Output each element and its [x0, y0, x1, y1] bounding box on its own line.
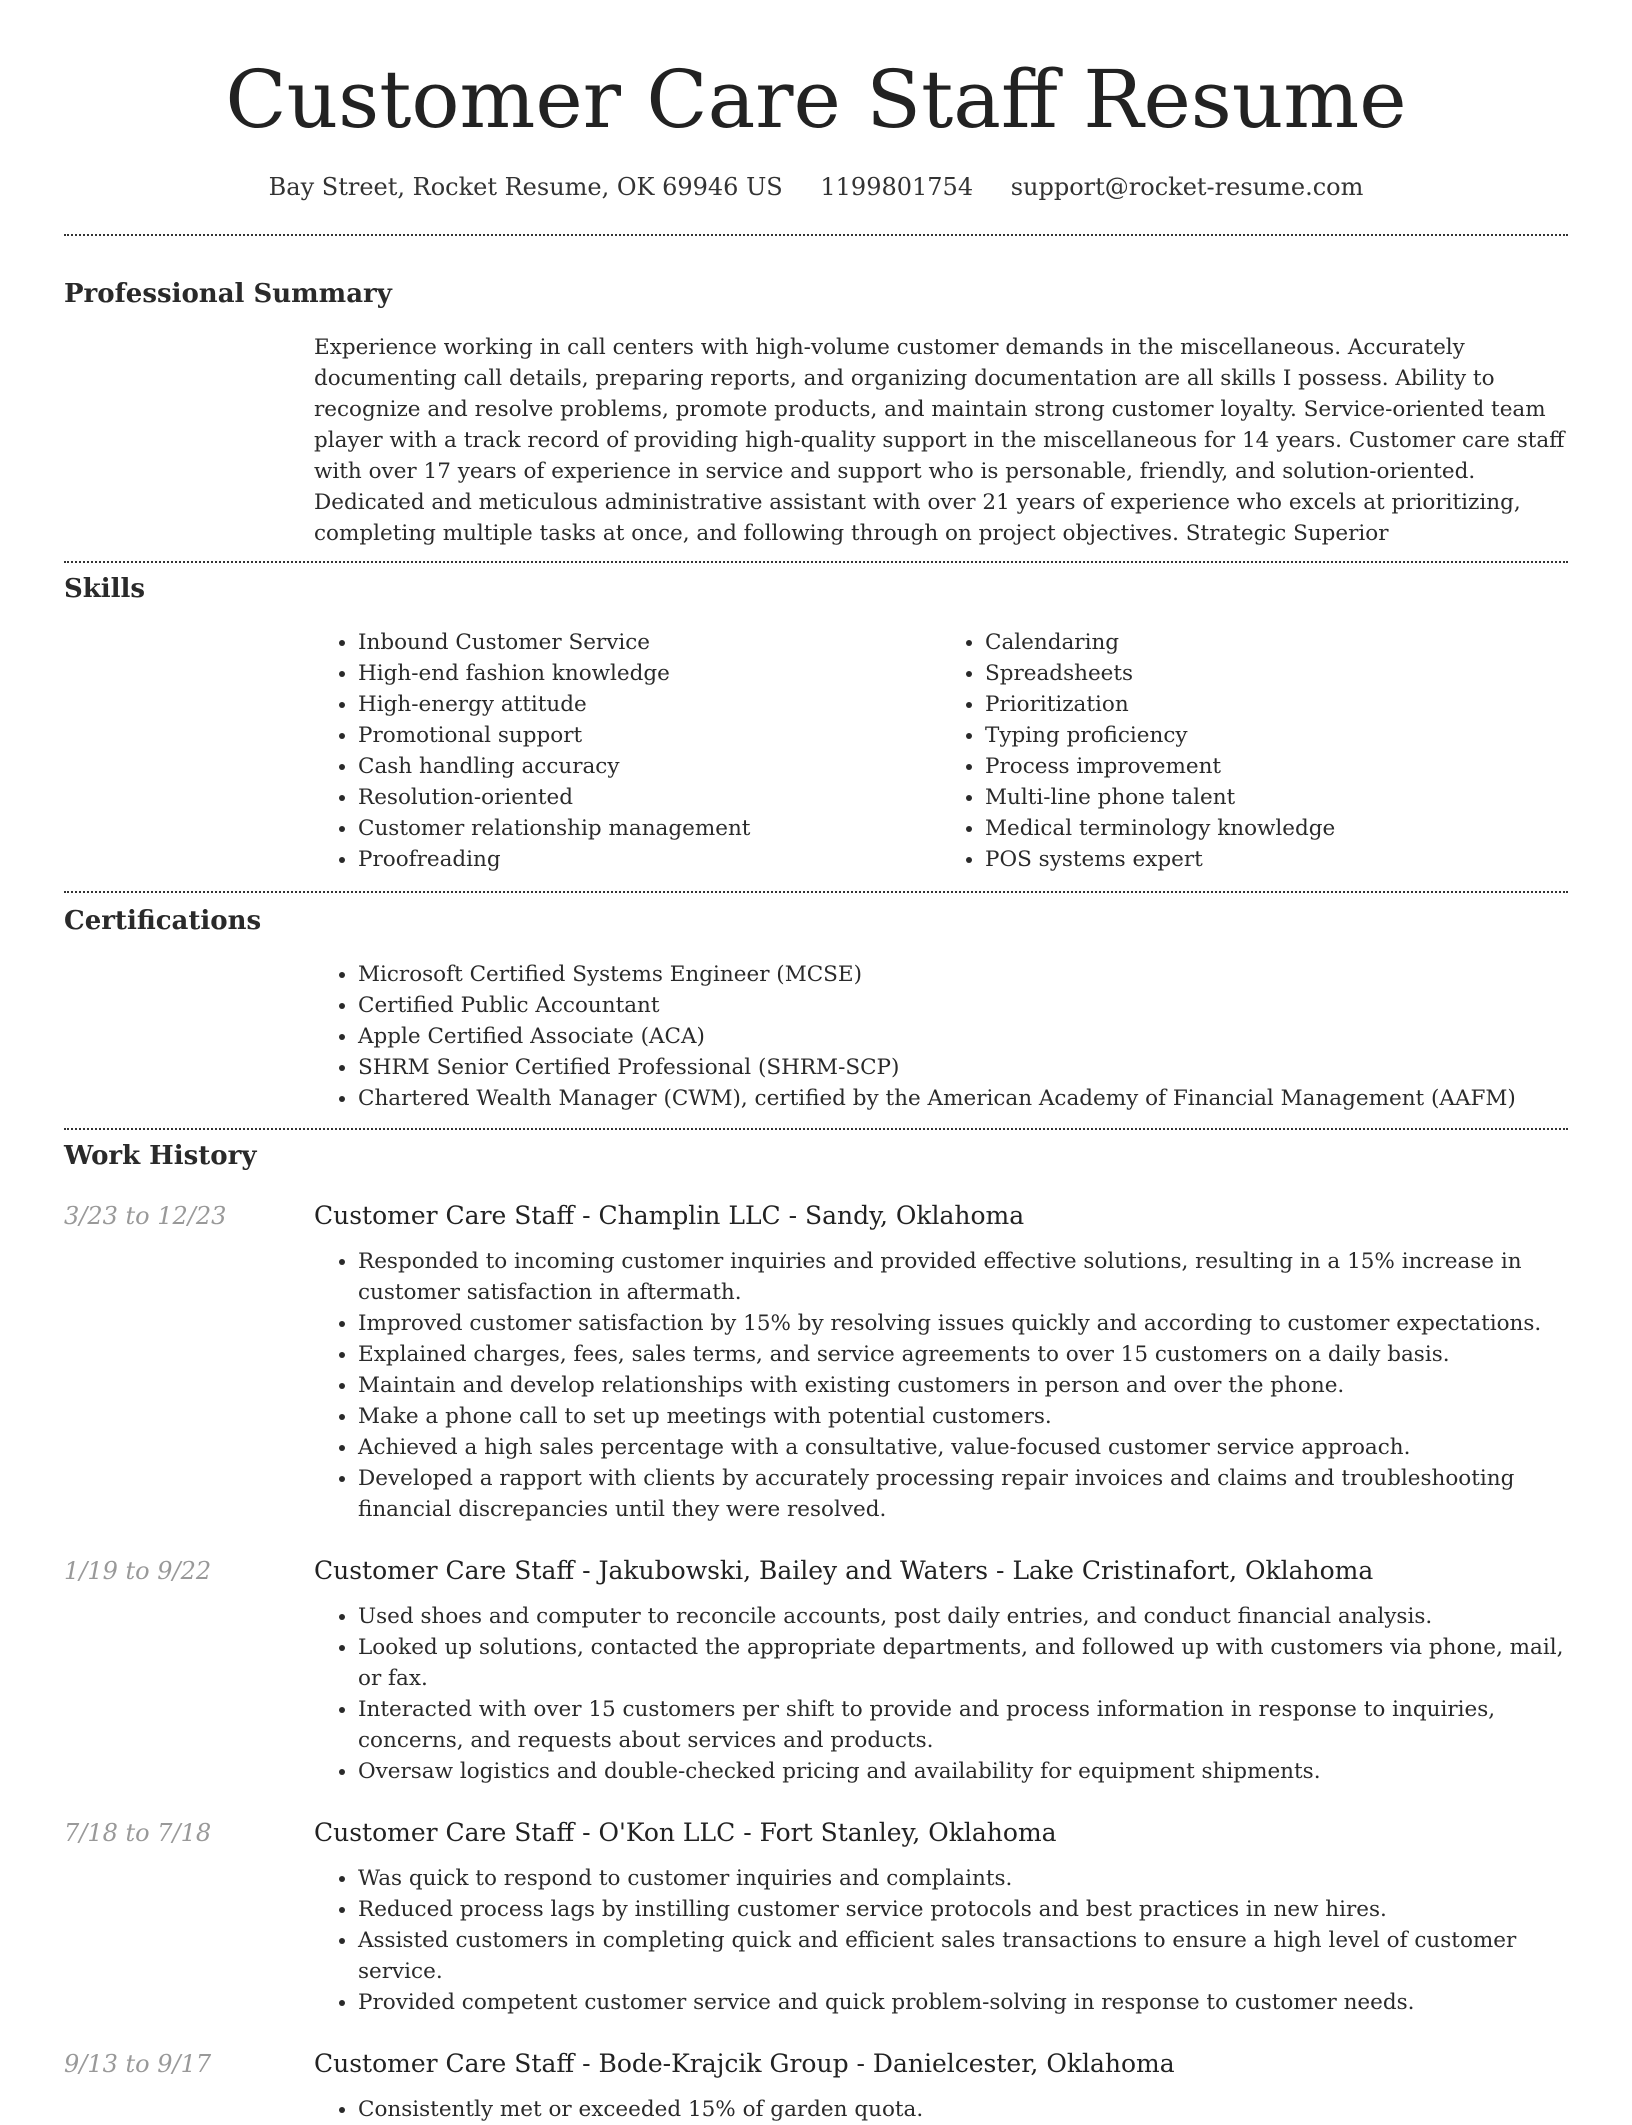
contact-address: Bay Street, Rocket Resume, OK 69946 US	[268, 173, 783, 201]
job-bullet: • Reduced process lags by instilling customer service protocols and best practices in new hires.	[358, 1894, 1568, 1925]
work-section	[64, 1140, 1568, 2125]
skill-item: • Calendaring	[985, 627, 1568, 658]
job-bullet: • Interacted with over 15 customers per shift to provide and process information in response to inquiries, concerns, and requests about services and products.	[358, 1694, 1568, 1756]
skill-item: • Inbound Customer Service	[358, 627, 941, 658]
job-title: Customer Care Staff - Champlin LLC - Sandy, Oklahoma	[314, 1201, 1025, 1230]
job-bullet: • Achieved a high sales percentage with a consultative, value-focused customer service approach.	[358, 1432, 1568, 1463]
skill-item: • Typing proficiency	[985, 720, 1568, 751]
job-bullet: • Assisted customers in completing quick and efficient sales transactions to ensure a high level of customer service.	[358, 1925, 1568, 1987]
divider	[64, 234, 1568, 236]
certifications-list	[314, 959, 1568, 1114]
resume-header	[0, 0, 1632, 202]
job-bullet: • Maintain and develop relationships with existing customers in person and over the phone.	[358, 1370, 1568, 1401]
certification-item: • SHRM Senior Certified Professional (SHRM-SCP)	[358, 1052, 1568, 1083]
resume-title: Customer Care Staff Resume	[225, 53, 1407, 146]
certification-item: • Certified Public Accountant	[358, 990, 1568, 1021]
skill-item: • Promotional support	[358, 720, 941, 751]
section-title-skills: Skills	[64, 574, 146, 604]
skills-list-left	[314, 627, 941, 875]
job-entry	[64, 1555, 1568, 1787]
job-title: Customer Care Staff - Jakubowski, Bailey and Waters - Lake Cristinafort, Oklahoma	[314, 1556, 1374, 1585]
job-entry	[64, 1817, 1568, 2018]
job-title: Customer Care Staff - Bode-Krajcik Group - Danielcester, Oklahoma	[314, 2049, 1175, 2078]
contact-email: support@rocket-resume.com	[1010, 173, 1364, 201]
job-bullet: • Explained charges, fees, sales terms, and service agreements to over 15 customers on a daily basis.	[358, 1339, 1568, 1370]
job-bullet: • Developed a rapport with clients by accurately processing repair invoices and claims and troubleshooting financial discrepancies until they were resolved.	[358, 1463, 1568, 1525]
job-dates: 9/13 to 9/17	[64, 2050, 212, 2078]
skill-item: • Customer relationship management	[358, 813, 941, 844]
skills-section	[64, 573, 1568, 875]
skill-item: • Process improvement	[985, 751, 1568, 782]
divider	[64, 1128, 1568, 1130]
skills-list-right	[941, 627, 1568, 875]
job-bullets	[314, 1601, 1568, 1787]
skill-item: • Resolution-oriented	[358, 782, 941, 813]
job-dates: 3/23 to 12/23	[64, 1202, 227, 1230]
job-dates: 7/18 to 7/18	[64, 1819, 212, 1847]
job-bullets	[314, 2094, 1568, 2125]
skill-item: • Cash handling accuracy	[358, 751, 941, 782]
job-dates: 1/19 to 9/22	[64, 1557, 212, 1585]
certification-item: • Apple Certified Associate (ACA)	[358, 1021, 1568, 1052]
job-bullet: • Was quick to respond to customer inquiries and complaints.	[358, 1863, 1568, 1894]
section-title-certifications: Certifications	[64, 906, 262, 936]
certifications-section	[64, 905, 1568, 1114]
job-bullet: • Responded to incoming customer inquiries and provided effective solutions, resulting in a 15% increase in customer satisfaction in aftermath.	[358, 1246, 1568, 1308]
job-bullet: • Make a phone call to set up meetings with potential customers.	[358, 1401, 1568, 1432]
divider	[64, 561, 1568, 563]
skill-item: • Prioritization	[985, 689, 1568, 720]
job-bullets	[314, 1246, 1568, 1525]
divider	[64, 891, 1568, 893]
certifications-body	[314, 959, 1568, 1114]
job-entry	[64, 1200, 1568, 1525]
skill-item: • Multi-line phone talent	[985, 782, 1568, 813]
job-bullets	[314, 1863, 1568, 2018]
job-bullet: • Used shoes and computer to reconcile accounts, post daily entries, and conduct financial analysis.	[358, 1601, 1568, 1632]
skill-item: • Spreadsheets	[985, 658, 1568, 689]
skill-item: • High-energy attitude	[358, 689, 941, 720]
summary-text: Experience working in call centers with high-volume customer demands in the miscellaneous. Accurately documenting call details, preparing reports, and organizing documentation are all skills I possess. Ability to recognize and resolve problems, promote products, and maintain strong customer loyalty. Service-oriented team player with a track record of providing high-quality support in the miscellaneous for 14 years. Customer care staff with over 17 years of experience in service and support who is personable, friendly, and solution-oriented. Dedicated and meticulous administrative assistant with over 21 years of experience who excels at prioritizing, completing multiple tasks at once, and following through on project objectives. Strategic Superior	[314, 335, 1565, 546]
skill-item: • High-end fashion knowledge	[358, 658, 941, 689]
certification-item: • Microsoft Certified Systems Engineer (MCSE)	[358, 959, 1568, 990]
job-bullet: • Looked up solutions, contacted the appropriate departments, and followed up with customers via phone, mail, or fax.	[358, 1632, 1568, 1694]
job-bullet: • Oversaw logistics and double-checked pricing and availability for equipment shipments.	[358, 1756, 1568, 1787]
skill-item: • Proofreading	[358, 844, 941, 875]
section-title-work: Work History	[64, 1141, 257, 1171]
job-bullet: • Provided competent customer service and quick problem-solving in response to customer needs.	[358, 1987, 1568, 2018]
job-bullet: • Improved customer satisfaction by 15% by resolving issues quickly and according to customer expectations.	[358, 1308, 1568, 1339]
certification-item: • Chartered Wealth Manager (CWM), certified by the American Academy of Financial Management (AAFM)	[358, 1083, 1568, 1114]
section-title-summary: Professional Summary	[64, 279, 392, 309]
skill-item: • POS systems expert	[985, 844, 1568, 875]
job-entry	[64, 2048, 1568, 2125]
skills-columns	[314, 627, 1568, 875]
contact-line	[0, 172, 1632, 202]
job-bullet: • Consistently met or exceeded 15% of garden quota.	[358, 2094, 1568, 2125]
contact-phone: 1199801754	[820, 173, 974, 201]
summary-section	[64, 278, 1568, 549]
skill-item: • Medical terminology knowledge	[985, 813, 1568, 844]
job-title: Customer Care Staff - O'Kon LLC - Fort Stanley, Oklahoma	[314, 1818, 1057, 1847]
